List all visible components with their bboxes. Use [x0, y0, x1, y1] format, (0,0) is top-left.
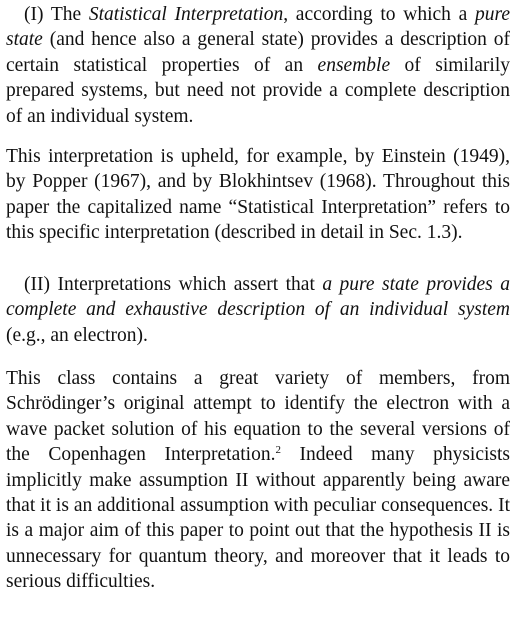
text-run: This class contains a great variety of members, from Schrödinger’s original attempt to identify the electron with a wave packet solution of his equation to the several versions of the Copenhagen Interpretation.	[6, 368, 510, 466]
text-run: (e.g., an electron).	[6, 324, 148, 346]
text-run-italic: Statistical Interpretation	[88, 4, 284, 25]
text-run-italic: a pure state provides a complete and exhaustive description of an individual system	[6, 274, 510, 321]
text-run: of similarily prepared systems, but need not provide a complete description of an individual system.	[6, 54, 510, 127]
paragraph-interpretation-II	[6, 272, 510, 348]
text-run-italic: pure state	[6, 4, 510, 51]
text-run: (and hence also a general state) provides a description of certain statistical properties of an	[6, 29, 510, 76]
paragraph-interpretation-I	[6, 2, 510, 129]
text-run: Indeed many physicists implicitly make assumption II without apparently being aware that it is an additional assumption with peculiar consequences. It is a major aim of this paper to point out that the hypothesis II is unnecessary for quantum theory, and moreover that it leads to serious difficulties.	[6, 444, 510, 593]
paragraph-interpretation-II-note	[6, 366, 510, 595]
paragraph-interpretation-I-note	[6, 144, 510, 246]
text-run: (I) The	[24, 4, 89, 25]
text-run-italic: ensemble	[317, 54, 391, 76]
text-run: This interpretation is upheld, for example, by Einstein (1949), by Popper (1967), and by Blokhintsev (1968). Throughout this paper the capitalized name “Statistical Interpretation” refers to this specific interpretation (described in detail in Sec. 1.3).	[6, 146, 510, 244]
footnote-marker: 2	[275, 444, 281, 457]
text-run: (II) Interpretations which assert that	[24, 274, 323, 295]
text-run: , according to which a	[283, 4, 475, 25]
